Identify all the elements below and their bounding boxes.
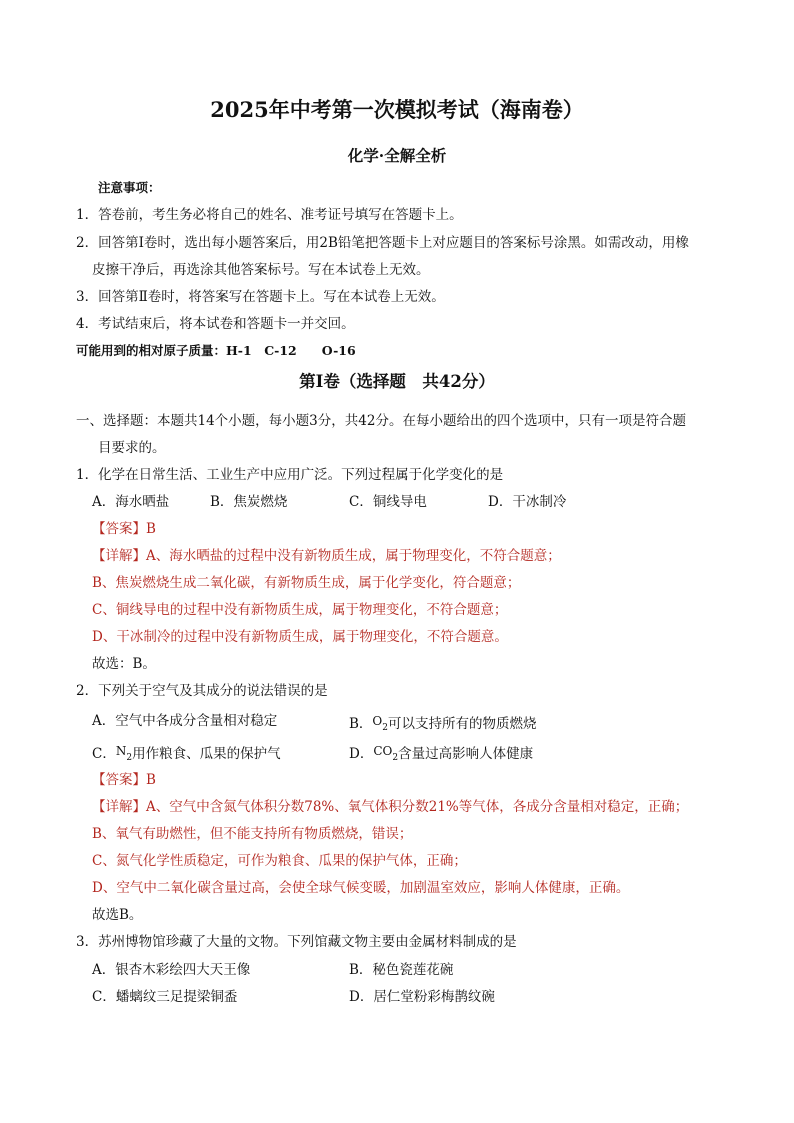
q2-option-b-subscript: 2 [382, 723, 388, 733]
q3-option-d: D．居仁堂粉彩梅鹊纹碗 [349, 989, 495, 1005]
page-title: 2025年中考第一次模拟考试（海南卷） [210, 97, 584, 122]
q1-option-a: A．海水晒盐 [92, 494, 170, 510]
q1-detail-d: D、干冰制冷的过程中没有新物质生成，属于物理变化，不符合题意。 [92, 629, 508, 645]
q1-detail-a-text: A、海水晒盐的过程中没有新物质生成，属于物理变化，不符合题意； [146, 548, 561, 564]
q2-option-a: A．空气中各成分含量相对稳定 [92, 713, 278, 729]
q1-detail-c: C、铜线导电的过程中没有新物质生成，属于物理变化，不符合题意； [92, 602, 508, 618]
q2-detail-c: C、氮气化学性质稳定，可作为粮食、瓜果的保护气体，正确； [92, 853, 467, 869]
q1-stem: 1．化学在日常生活、工业生产中应用广泛。下列过程属于化学变化的是 [76, 467, 504, 483]
q1-answer-value: B [146, 521, 156, 537]
q2-option-d-formula: CO [373, 744, 393, 758]
notice-item-2-cont: 皮擦干净后，再选涂其他答案标号。写在本试卷上无效。 [92, 262, 430, 278]
q2-option-c-subscript: 2 [126, 753, 133, 763]
q1-detail-b: B、焦炭燃烧生成二氧化碳，有新物质生成，属于化学变化，符合题意； [92, 575, 521, 591]
q3-option-b: B．秘色瓷莲花碗 [349, 962, 454, 978]
section-intro: 一、选择题：本题共14个小题，每小题3分，共42分。在每小题给出的四个选项中，只有一项是符合题 [76, 413, 686, 429]
q2-stem: 2．下列关于空气及其成分的说法错误的是 [76, 683, 328, 699]
q1-option-c: C．铜线导电 [349, 494, 427, 510]
q2-detail-a [92, 797, 688, 817]
q2-detail-a-text: A、空气中含氮气体积分数78%、氧气体积分数21%等气体，各成分含量相对稳定，正确； [146, 799, 689, 815]
notice-heading: 注意事项： [98, 180, 161, 195]
q1-option-b: B．焦炭燃烧 [210, 494, 288, 510]
q2-option-d-subscript: 2 [392, 753, 399, 763]
detail-tag: 【详解】 [92, 799, 146, 815]
q2-option-d-prefix: D． [349, 746, 374, 762]
q2-option-c-prefix: C． [92, 746, 116, 762]
notice-item-2: 2．回答第Ⅰ卷时，选出每小题答案后，用2B铅笔把答题卡上对应题目的答案标号涂黑。如需改动，用橡 [76, 235, 689, 251]
q2-option-b-formula: O [372, 714, 383, 728]
notice-item-1: 1．答卷前，考生务必将自己的姓名、准考证号填写在答题卡上。 [76, 207, 463, 223]
q3-option-c: C．蟠螭纹三足提梁铜盉 [92, 989, 238, 1005]
q2-option-b [349, 711, 537, 738]
q2-option-d-text: 含量过高影响人体健康 [398, 746, 534, 762]
notice-item-3: 3．回答第Ⅱ卷时，将答案写在答题卡上。写在本试卷上无效。 [76, 289, 445, 305]
q2-answer-value: B [146, 772, 156, 788]
q1-detail-a [92, 546, 561, 566]
detail-tag: 【详解】 [92, 548, 146, 564]
q2-option-c-text: 用作粮食、瓜果的保护气 [132, 746, 281, 762]
q2-detail-b: B、氧气有助燃性，但不能支持所有物质燃烧，错误； [92, 826, 413, 842]
q2-detail-d: D、空气中二氧化碳含量过高，会使全球气候变暖，加剧温室效应，影响人体健康，正确。 [92, 880, 630, 896]
q2-answer [92, 770, 156, 790]
section-intro-cont: 目要求的。 [98, 440, 166, 456]
q2-option-b-prefix: B． [349, 716, 373, 732]
q2-option-b-text: 可以支持所有的物质燃烧 [388, 716, 537, 732]
q1-answer [92, 519, 156, 539]
answer-tag: 【答案】 [92, 772, 146, 788]
q3-option-a: A．银杏木彩绘四大天王像 [92, 962, 251, 978]
q2-option-c [92, 741, 281, 768]
section-title: 第Ⅰ卷（选择题 共42分） [299, 372, 495, 391]
notice-item-4: 4．考试结束后，将本试卷和答题卡一并交回。 [76, 316, 355, 332]
atomic-mass-note: 可能用到的相对原子质量：H-1 C-12 O-16 [76, 343, 356, 358]
q2-conclusion: 故选B。 [92, 907, 143, 923]
page-subtitle: 化学·全解全析 [347, 146, 447, 165]
answer-tag: 【答案】 [92, 521, 146, 537]
q1-option-d: D．干冰制冷 [488, 494, 567, 510]
q2-option-c-formula: N [115, 744, 127, 758]
q3-stem: 3．苏州博物馆珍藏了大量的文物。下列馆藏文物主要由金属材料制成的是 [76, 934, 517, 950]
q2-option-d [349, 741, 533, 768]
q1-conclusion: 故选：B。 [92, 656, 156, 672]
